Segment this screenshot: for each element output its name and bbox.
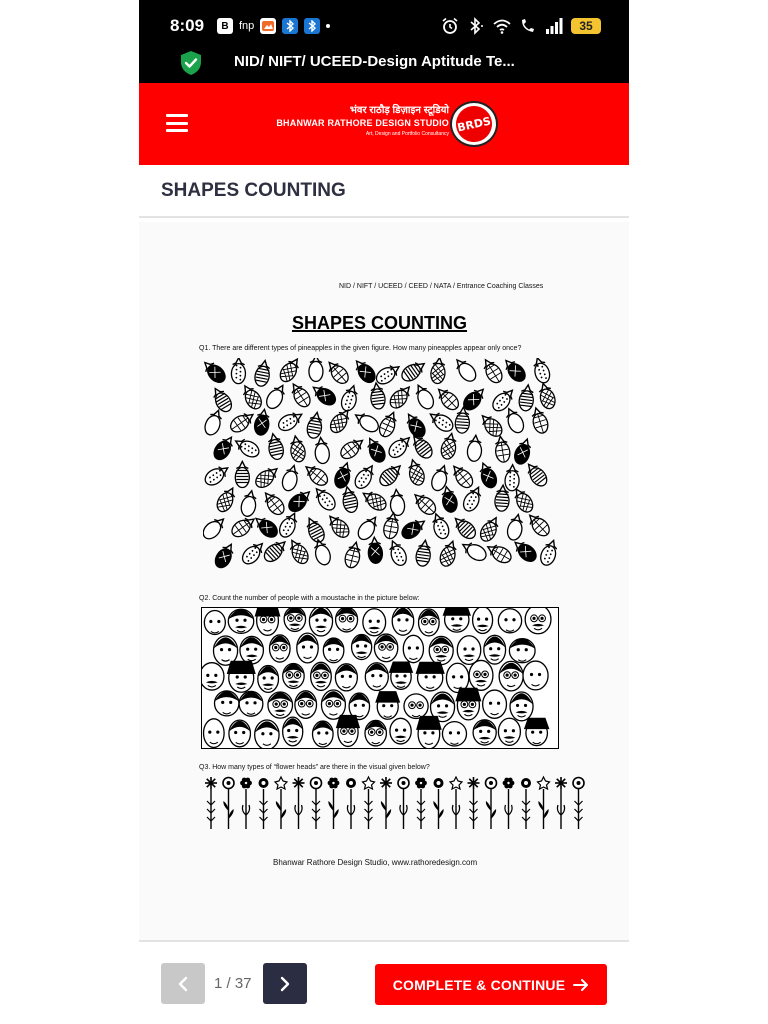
pineapple-shape xyxy=(506,513,525,541)
pineapple-shape xyxy=(386,433,414,461)
pineapple-shape xyxy=(538,538,557,567)
pineapple-shape xyxy=(467,435,483,462)
bluetooth-icon xyxy=(467,17,485,35)
flower-drawing xyxy=(363,777,375,829)
pineapple-shape xyxy=(399,515,428,541)
pineapple-shape xyxy=(325,512,353,541)
pineapple-shape xyxy=(461,484,485,514)
pineapple-shape xyxy=(276,408,305,433)
pineapple-shape xyxy=(352,462,378,491)
flower-drawing xyxy=(468,777,480,829)
pineapple-shape xyxy=(303,515,327,545)
face-drawing xyxy=(323,638,344,663)
pineapple-shape xyxy=(429,511,451,540)
pineapple-shape xyxy=(309,382,338,409)
pineapple-shape xyxy=(367,537,383,564)
face-drawing xyxy=(268,692,293,718)
face-drawing xyxy=(258,666,279,693)
face-drawing xyxy=(336,607,358,632)
flower-drawing xyxy=(398,778,409,830)
face-drawing xyxy=(523,661,548,690)
face-drawing xyxy=(498,609,521,633)
signal-icon xyxy=(545,17,563,35)
title-divider xyxy=(139,216,629,218)
face-drawing xyxy=(403,635,423,662)
pineapple-shape xyxy=(412,382,437,412)
pineapple-shape xyxy=(253,463,282,490)
face-drawing xyxy=(297,633,318,663)
pineapple-shape xyxy=(355,513,381,542)
face-drawing xyxy=(455,688,481,720)
pineapple-shape xyxy=(286,537,311,566)
pineapple-shape xyxy=(480,358,506,386)
next-button[interactable] xyxy=(263,963,307,1004)
verified-shield-icon xyxy=(179,50,203,76)
flower-drawing xyxy=(380,777,392,829)
pineapple-shape xyxy=(212,541,237,571)
face-drawing xyxy=(283,717,303,746)
brand-logo-mark: BRDS xyxy=(453,103,496,146)
face-drawing xyxy=(416,716,442,749)
pineapple-shape xyxy=(415,539,432,567)
app-screen xyxy=(139,0,629,1024)
chevron-right-icon xyxy=(278,976,292,992)
pineapple-shape xyxy=(351,358,378,386)
face-drawing xyxy=(419,609,440,636)
flower-drawing xyxy=(486,778,497,830)
page-counter: 1 / 37 xyxy=(214,975,252,992)
brand-hindi-name: भंवर राठौड़ डिज़ाइन स्टूडियो xyxy=(349,105,449,116)
pineapple-shape xyxy=(386,538,409,567)
pineapple-shape xyxy=(389,489,405,516)
face-drawing xyxy=(473,607,493,633)
pineapple-shape xyxy=(352,409,381,435)
face-drawing xyxy=(283,664,304,689)
pineapple-shape xyxy=(314,437,331,464)
pineapple-shape xyxy=(369,382,386,410)
battery-indicator: 35 xyxy=(571,18,601,34)
pineapple-shape xyxy=(450,514,478,542)
pineapple-shape xyxy=(455,407,471,434)
pineapple-shape xyxy=(523,460,550,489)
pineapple-shape xyxy=(512,437,534,466)
pineapple-shape xyxy=(339,384,360,413)
face-drawing xyxy=(239,691,263,716)
face-drawing xyxy=(404,694,428,719)
pineapple-shape xyxy=(364,435,389,465)
notification-image-icon xyxy=(260,18,276,34)
question-2: Q2. Count the number of people with a moustache in the picture below: xyxy=(199,595,420,602)
pineapple-shape xyxy=(209,385,234,414)
pineapple-shape xyxy=(287,380,313,409)
pineapple-shape xyxy=(332,461,353,490)
face-drawing xyxy=(390,718,411,744)
face-drawing xyxy=(484,635,506,664)
app-title-bar xyxy=(139,42,629,83)
pineapple-shape xyxy=(373,361,402,387)
flower-drawing xyxy=(223,778,234,830)
pineapple-shape xyxy=(288,435,306,463)
pineapple-shape xyxy=(211,433,237,462)
pineapple-shape xyxy=(203,358,228,386)
pineapple-shape xyxy=(302,461,331,488)
bluetooth-notification-icon xyxy=(282,18,298,34)
flower-drawing xyxy=(503,778,515,829)
face-drawing xyxy=(255,607,281,635)
pineapple-shape xyxy=(403,411,429,440)
face-drawing xyxy=(365,720,386,745)
face-drawing xyxy=(473,720,496,745)
face-drawing xyxy=(469,660,493,690)
more-notifications-dot xyxy=(326,24,330,28)
flower-drawing xyxy=(311,778,322,830)
face-drawing xyxy=(335,664,357,691)
wifi-calling-icon xyxy=(519,17,537,35)
flower-drawing xyxy=(275,777,287,829)
pineapple-shape xyxy=(360,487,389,513)
pineapple-shape xyxy=(343,541,363,570)
pineapple-shape xyxy=(203,462,232,488)
pineapple-shape xyxy=(476,461,499,490)
pineapple-shape xyxy=(280,464,301,493)
pineapple-shape xyxy=(399,358,428,384)
face-drawing xyxy=(499,661,523,691)
crowd-faces-figure xyxy=(201,607,559,749)
pineapple-shape xyxy=(430,358,447,384)
pineapple-shape xyxy=(377,410,400,439)
pineapple-shape xyxy=(277,358,303,385)
status-time: 8:09 xyxy=(170,16,205,35)
face-drawing xyxy=(510,692,533,721)
brand-logo-text[interactable] xyxy=(261,105,449,138)
brand-logo[interactable] xyxy=(450,101,498,147)
face-drawing xyxy=(240,636,263,664)
face-drawing xyxy=(429,636,453,664)
pineapple-shape xyxy=(252,513,281,540)
face-drawing xyxy=(229,720,251,747)
pineapple-shape xyxy=(525,511,553,540)
face-drawing xyxy=(392,607,414,635)
pineapple-shape xyxy=(239,489,258,517)
pineapple-shape xyxy=(338,435,367,462)
pineapple-shape xyxy=(203,514,228,542)
status-system-icons xyxy=(441,17,601,35)
pineapple-shape xyxy=(263,382,288,411)
face-drawing xyxy=(204,719,225,748)
face-drawing xyxy=(309,607,332,636)
face-drawing xyxy=(365,663,388,691)
pineapple-shape xyxy=(232,435,262,460)
flower-drawing xyxy=(555,777,567,829)
brand-name: BHANWAR RATHORE DESIGN STUDIO xyxy=(276,118,449,128)
face-drawing xyxy=(416,662,445,691)
question-1: Q1. There are different types of pineapples in the given figure. How many pineapples appear only once? xyxy=(199,345,522,352)
face-drawing xyxy=(374,634,397,662)
pineapple-shape xyxy=(536,382,557,411)
face-drawing xyxy=(255,720,279,749)
face-drawing xyxy=(295,691,317,719)
pineapple-shape xyxy=(311,484,338,513)
pineapple-shape xyxy=(229,513,258,540)
pineapple-shape xyxy=(231,358,245,384)
pineapple-shape xyxy=(253,359,272,387)
face-drawing xyxy=(313,721,334,747)
pineapple-shape xyxy=(434,385,462,413)
pineapple-shape xyxy=(477,411,505,440)
flower-drawing xyxy=(346,778,356,829)
pineapple-shape xyxy=(261,537,290,565)
face-drawing xyxy=(215,691,239,716)
face-drawing xyxy=(336,715,360,747)
pineapple-shape xyxy=(449,462,476,491)
pineapple-shape xyxy=(306,411,324,439)
pineapple-shape xyxy=(311,538,332,567)
document-footer: Bhanwar Rathore Design Studio, www.rathoredesign.com xyxy=(273,858,478,867)
question-3: Q3. How many types of “flower heads” are there in the visual given below? xyxy=(199,764,430,771)
pineapple-shape xyxy=(235,461,249,487)
bottom-divider xyxy=(139,940,629,942)
course-title: NID/ NIFT/ UCEED-Design Aptitude Te... xyxy=(234,53,515,70)
flower-drawing xyxy=(293,777,305,829)
complete-continue-label: COMPLETE & CONTINUE xyxy=(392,976,566,993)
pineapple-shape xyxy=(253,408,271,436)
pineapple-shape xyxy=(459,538,489,563)
pineapple-shape xyxy=(410,490,439,518)
flower-heads-figure xyxy=(201,775,591,833)
pineapple-shape xyxy=(266,432,285,460)
complete-continue-button[interactable] xyxy=(375,964,607,1005)
arrow-right-icon xyxy=(573,979,589,991)
face-drawing xyxy=(311,662,332,690)
status-bar xyxy=(139,0,629,42)
pineapple-shape xyxy=(214,485,239,515)
document-title: SHAPES COUNTING xyxy=(292,313,468,333)
pineapple-shape xyxy=(511,537,540,565)
brand-tagline: Art, Design and Portfolio Consultancy xyxy=(365,131,449,137)
pineapple-shape xyxy=(439,485,458,513)
face-drawing xyxy=(442,722,466,746)
pineapple-shape xyxy=(529,406,550,435)
face-drawing xyxy=(270,635,291,662)
face-drawing xyxy=(509,639,535,663)
face-drawing xyxy=(284,607,305,631)
notification-app-icon: B xyxy=(217,18,233,34)
pineapples-figure xyxy=(203,358,557,578)
flower-drawing xyxy=(573,778,584,830)
flower-drawing xyxy=(415,778,427,829)
pineapple-shape xyxy=(340,485,359,513)
notification-app-label: fnp xyxy=(239,20,255,32)
flower-drawing xyxy=(433,778,443,829)
face-drawing xyxy=(204,610,225,634)
alarm-icon xyxy=(441,17,459,35)
chevron-left-icon xyxy=(176,976,190,992)
face-drawing xyxy=(389,662,413,690)
pineapple-shape xyxy=(228,409,257,435)
pineapple-shape xyxy=(387,382,415,411)
document-viewer[interactable] xyxy=(139,222,629,940)
pineapple-shape xyxy=(452,358,479,384)
bluetooth-notification-icon-2 xyxy=(304,18,320,34)
pineapple-shape xyxy=(439,432,458,460)
hamburger-menu-icon[interactable] xyxy=(166,114,188,132)
face-drawing xyxy=(375,691,400,719)
face-drawing xyxy=(363,609,386,636)
face-drawing xyxy=(352,634,372,659)
previous-button[interactable] xyxy=(161,963,205,1004)
pineapple-shape xyxy=(426,408,455,434)
face-drawing xyxy=(443,607,471,632)
pineapple-shape xyxy=(493,435,511,463)
flower-drawing xyxy=(450,777,462,829)
lesson-title: SHAPES COUNTING xyxy=(161,180,346,201)
pineapple-shape xyxy=(484,541,514,566)
pineapple-shape xyxy=(518,384,535,412)
pineapple-shape xyxy=(490,386,518,415)
face-drawing xyxy=(227,661,256,692)
face-drawing xyxy=(457,636,480,665)
status-notification-icons xyxy=(217,18,330,34)
pineapple-shape xyxy=(239,539,267,567)
wifi-icon xyxy=(493,17,511,35)
brand-header xyxy=(139,83,629,165)
pineapple-shape xyxy=(377,461,405,489)
pineapple-shape xyxy=(309,358,323,381)
flower-drawing xyxy=(240,778,252,829)
face-drawing xyxy=(524,718,549,746)
pineapple-shape xyxy=(260,489,287,518)
flower-drawing xyxy=(538,777,550,829)
flower-drawing xyxy=(205,777,217,829)
flower-drawing xyxy=(259,778,269,829)
pineapple-shape xyxy=(324,358,352,387)
face-drawing xyxy=(498,718,520,745)
flower-drawing xyxy=(521,778,531,829)
pineapple-shape xyxy=(438,539,460,568)
pineapple-shape xyxy=(505,465,520,491)
pineapple-shape xyxy=(501,358,529,385)
face-drawing xyxy=(201,663,224,690)
flower-drawing xyxy=(328,778,340,829)
face-drawing xyxy=(483,690,507,718)
pineapple-shape xyxy=(531,358,552,385)
document-header: NID / NIFT / UCEED / CEED / NATA / Entrance Coaching Classes xyxy=(339,283,544,290)
pineapple-shape xyxy=(477,514,502,544)
pineapple-shape xyxy=(203,408,225,437)
face-drawing xyxy=(525,607,551,634)
face-drawing xyxy=(228,609,253,633)
pineapple-shape xyxy=(406,458,427,487)
